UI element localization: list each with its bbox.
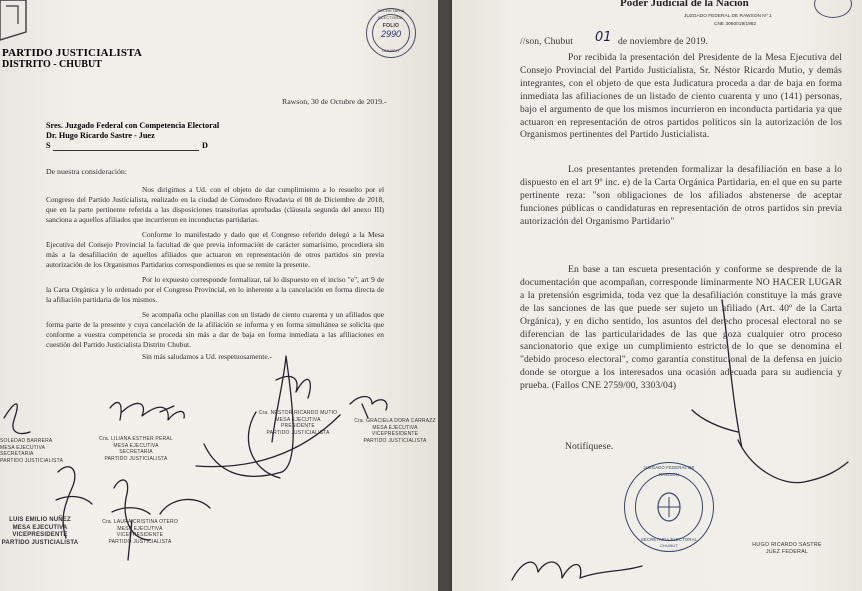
- court-seal: JUZGADO FEDERAL DE RAWSON SECRETARIA ELECTORAL CHUBUT: [624, 462, 714, 552]
- signer-name: Cra. LAURA CRISTINA OTERO: [102, 519, 178, 525]
- signature-block-carrazzo: Cra. GRACIELA DORA CARRAZZ MESA EJECUTIVA VICEPRESIDENTE PARTIDO JUSTICIALISTA: [352, 418, 438, 444]
- signer-name: LUIS EMILIO NUÑEZ: [9, 517, 71, 523]
- recipient-line-3-s: S: [46, 141, 51, 150]
- judge-signature-block: [732, 542, 842, 555]
- court-main-header: Poder Judicial de la Nación: [620, 0, 749, 9]
- court-sub-header: JUZGADO FEDERAL DE RAWSON Nº 1: [684, 14, 772, 19]
- national-shield-icon: [655, 491, 683, 523]
- recipient-line-3-d: D: [202, 141, 208, 150]
- district-header: DISTRITO - CHUBUT: [2, 59, 102, 70]
- folio-number: 2990: [380, 29, 402, 39]
- resolution-paragraph-2: Los presentantes pretenden formalizar la desafiliación en base a lo dispuesto en el art 9º inc. e) de la Carta Orgánica Partidaria, en el que en su parte pertinente reza: "son obligaciones de los afiliados abstenerse de aceptar funciones públicas o candidaturas en representación de otros partidos sin previa autorización del Organismo Partidario": [520, 164, 842, 227]
- letter-paragraph-4: Se acompaña ocho planillas con un listado de ciento cuarenta y un afiliados que forma parte de la presente y cuya cancelación de la afiliación se informa y en forma simultánea se solicita que conforme a vuestra competencia se proceda sin más a dar de baja en forma inmediata a las afiliaciones en cuestión del Partido Justicialista Distrito Chubut.: [46, 310, 384, 350]
- letter-paragraph-3: Por lo expuesto corresponde formalizar, tal lo dispuesto en el inciso "e", art 9 de la Carta Orgánica y lo ordenado por el Congreso Provincial, en lo inherente a la cancelación en forma directa de la afiliación partidaria de los mismos.: [46, 275, 384, 305]
- signer-name: Cra. NÉSTOR RICARDO MUTIO: [258, 410, 338, 416]
- right-document-page: [452, 0, 862, 591]
- folio-stamp: SECRETARIA ELECTORAL FOLIO 2990 CHUBUT: [366, 8, 416, 58]
- signer-name: Cra. GRACIELA DORA CARRAZZ: [354, 418, 436, 424]
- resolution-paragraph-3: En base a tan escueta presentación y conforme se desprende de la documentación que acompañan, corresponde liminarmente NO HACER LUGAR a la pretensión esgrimida, toda vez que la desafiliación constituye la más grave de las sanciones de las que puede ser sujeto un afiliado (Art. 40º de la Carta Orgánica), y en dicho sentido, los asuntos del derecho procesal electoral no se diferencian de las particularidades de las que goza cualquier otro proceso sancionatorio que exige un cumplimiento estricto de lo que se denomina el "debido proceso electoral", como garantía constitucional de la defensa en juicio donde se otorgue a los interesados una ocasión adecuada para su audiencia y prueba. (Fallos CNE 2759/00, 3303/04): [520, 264, 842, 392]
- letter-paragraph-1: Nos dirigimos a Ud. con el objeto de dar cumplimiento a lo resuelto por el Congreso del Partido Justicialista, realizado en la ciudad de Comodoro Rivadavia el 08 de Diciembre de 2018, que en la parte pertinente referida a las disposiciones transitorias aprobadas (cláusula segunda del anexo III) sanciona a aquellos afiliados que incurrieron en inconductas partidarias.: [46, 185, 384, 225]
- signature-block-nunez: LUIS EMILIO NUÑEZ MESA EJECUTIVA VICEPRESIDENTE PARTIDO JUSTICIALISTA: [1, 517, 79, 546]
- case-reference: CNE 3060019/1982: [714, 22, 757, 27]
- letter-paragraph-2: Conforme lo manifestado y dado que el Congreso referido delegó a la Mesa Ejecutiva del Consejo Provincial la facultad de que previa información de carácter sumarísimo, procediera sin más a la desafiliación de aquellos afiliados que actuaron en representación de otros partidos sin previa autorización de los Organismos Partidarios correspondientes es que se remite la presente.: [46, 230, 384, 270]
- recipient-line-1: Sres. Juzgado Federal con Competencia Electoral: [46, 121, 220, 130]
- recipient-line-2: Dr. Hugo Ricardo Sastre - Juez: [46, 131, 155, 140]
- resolution-date-day: 01: [595, 30, 612, 45]
- letter-date: Rawson, 30 de Octubre de 2019.-: [282, 97, 387, 106]
- resolution-paragraph-1: Por recibida la presentación del Presidente de la Mesa Ejecutiva del Consejo Provincial del Partido Justicialista, Sr. Néstor Ricardo Mutio, y demás integrantes, con el objeto de que esta Judicatura proceda a dar de baja en forma inmediata las afiliaciones de un listado de ciento cuarenta y uno (141) personas, bajo el argumento de que los mismos incurrieron en inconducta partidaria ya que actuaron en representación de otros partidos políticos sin la autorización de los Organismos pertinentes del Partido Justicialista.: [520, 52, 842, 141]
- page-gap: [438, 0, 452, 591]
- resolution-date-suffix: de noviembre de 2019.: [618, 36, 709, 47]
- judge-name: HUGO RICARDO SASTRE: [752, 542, 822, 548]
- letter-paragraph-5: Sin más saludamos a Ud. respetuosamente.-: [142, 352, 272, 361]
- signature-block-barrera: SOLEDAD BARRERA MESA EJECUTIVA SECRETARIA PARTIDO JUSTICIALISTA: [0, 438, 70, 464]
- signature-block-peral: Cra. LILIANA ESTHER PERAL MESA EJECUTIVA SECRETARIA PARTIDO JUSTICIALISTA: [86, 436, 186, 462]
- resolution-date-prefix: //son, Chubut: [520, 36, 574, 47]
- signature-block-mutio: Cra. NÉSTOR RICARDO MUTIO MESA EJECUTIVA PRESIDENTE PARTIDO JUSTICIALISTA: [250, 410, 346, 436]
- signer-name: SOLEDAD BARRERA: [0, 438, 53, 444]
- signature-block-otero: Cra. LAURA CRISTINA OTERO MESA EJECUTIVA VICEPRESIDENTE PARTIDO JUSTICIALISTA: [90, 519, 190, 545]
- resolution-closing: Notifíquese.: [565, 441, 614, 452]
- party-header: PARTIDO JUSTICIALISTA: [2, 47, 143, 59]
- salutation: De nuestra consideración:: [46, 167, 127, 176]
- signer-name: Cra. LILIANA ESTHER PERAL: [99, 436, 173, 442]
- judge-title: JUEZ FEDERAL: [765, 548, 809, 555]
